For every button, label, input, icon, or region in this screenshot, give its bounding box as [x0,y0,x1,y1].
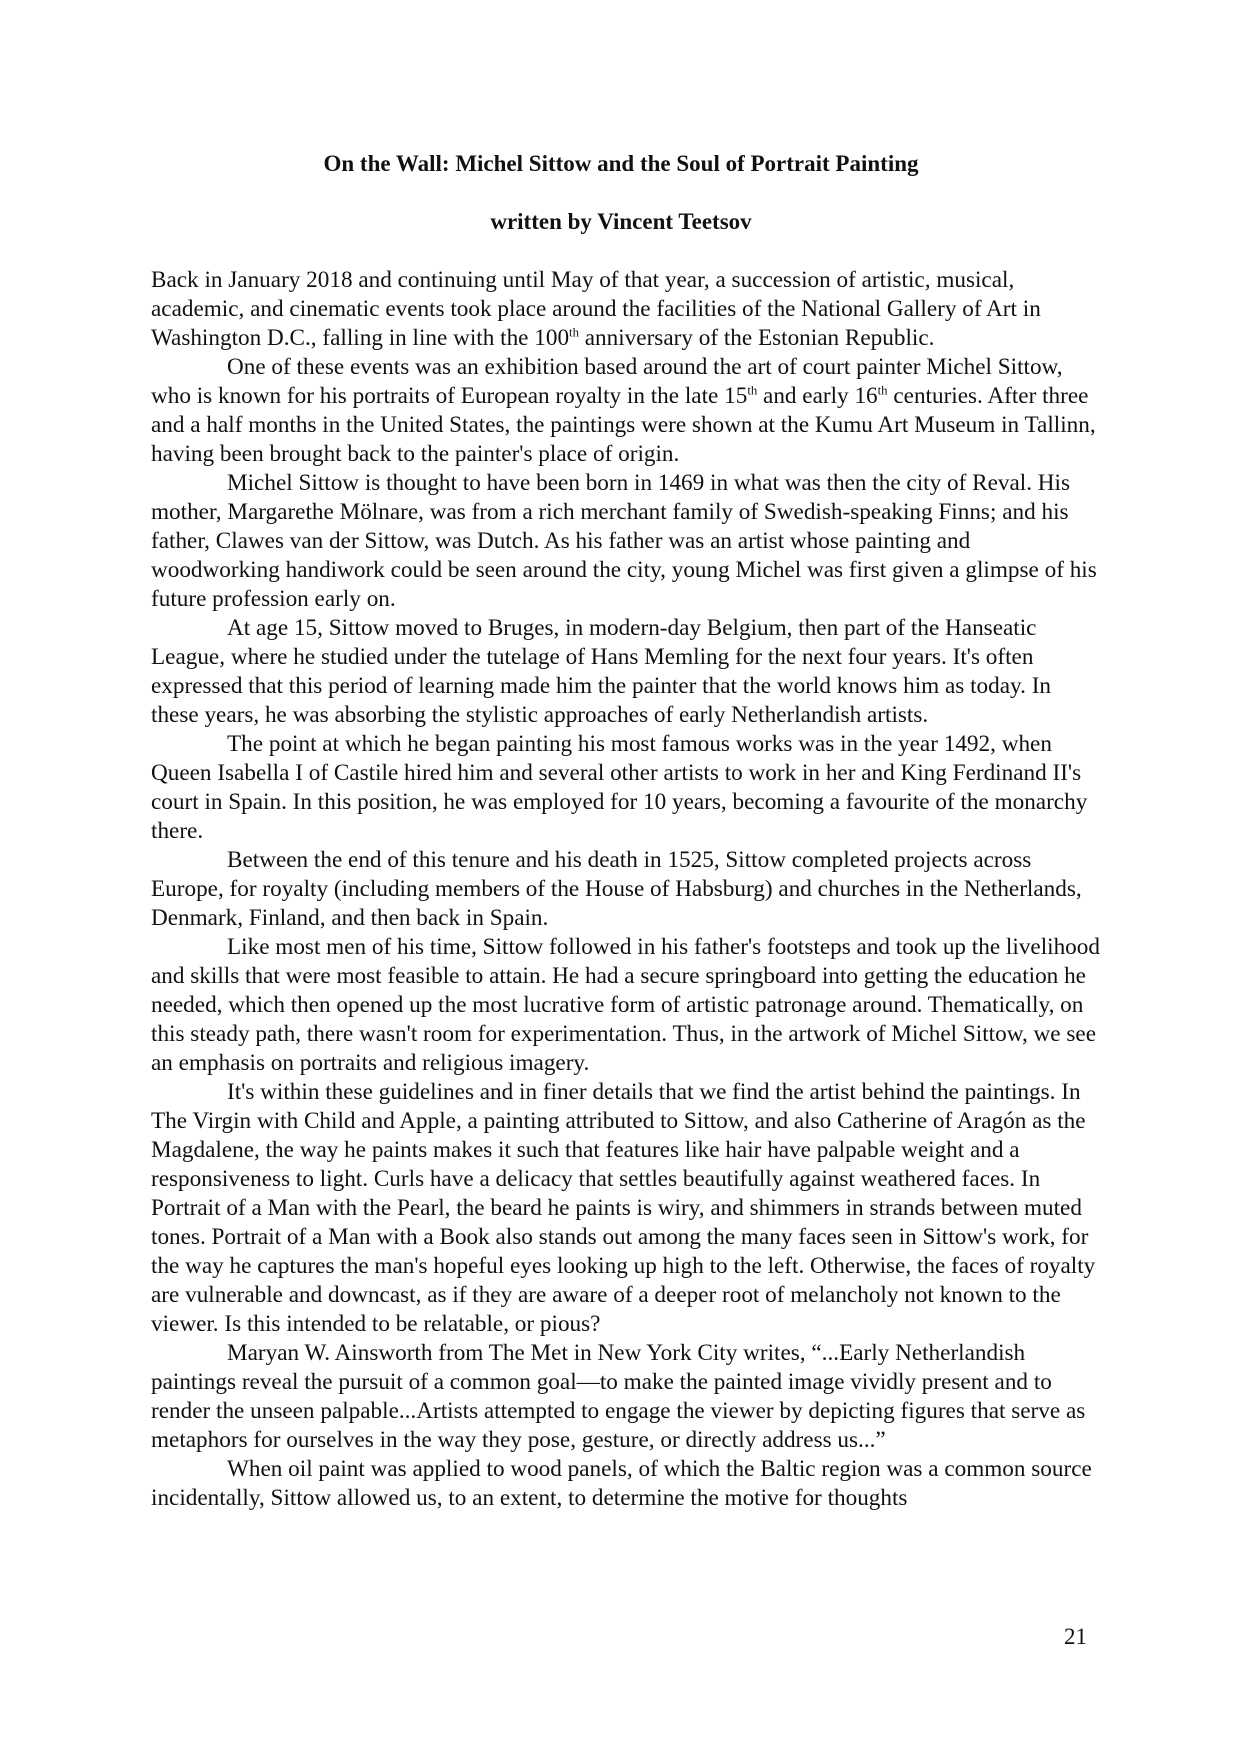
paragraph-2-text-end: centuries. After three and a half months in the United States, the paintings were shown at the Kumu Art Museum in Tallinn, having been brought back to the painter's place of origin. [151,383,1096,467]
paragraph-2 [151,353,1101,469]
paragraph-1-text: Back in January 2018 and continuing until May of that year, a succession of artistic, musical, academic, and cinematic events took place around the facilities of the National Gallery of Art in Washington D.C., falling in line with the 100 [151,267,1041,351]
paragraph-1-text-end: anniversary of the Estonian Republic. [578,325,935,351]
article-title: On the Wall: Michel Sittow and the Soul of Portrait Painting [323,151,919,176]
paragraph-2-text-mid: and early 16 [757,383,878,409]
page-number: 21 [1064,1624,1087,1649]
paragraph-2-text: One of these events was an exhibition based around the art of court painter Michel Sittow, who is known for his portraits of European royalty in the late 15 [151,354,1063,409]
paragraph-8: It's within these guidelines and in finer details that we find the artist behind the paintings. In The Virgin with Child and Apple, a painting attributed to Sittow, and also Catherine of Aragón as the Magdalene, the way he paints makes it such that features like hair have palpable weight and a responsiveness to light. Curls have a delicacy that settles beautifully against weathered faces. In Portrait of a Man with the Pearl, the beard he paints is wiry, and shimmers in strands between muted tones. Portrait of a Man with a Book also stands out among the many faces seen in Sittow's work, for the way he captures the man's hopeful eyes looking up high to the left. Otherwise, the faces of royalty are vulnerable and downcast, as if they are aware of a deeper root of melancholy not known to the viewer. Is this intended to be relatable, or pious? [151,1079,1096,1337]
ordinal-suffix: th [747,383,758,398]
paragraph-1 [151,266,1101,353]
paragraph-4: At age 15, Sittow moved to Bruges, in modern-day Belgium, then part of the Hanseatic League, where he studied under the tutelage of Hans Memling for the next four years. It's often expressed that this period of learning made him the painter that the world knows him as today. In these years, he was absorbing the stylistic approaches of early Netherlandish artists. [151,615,1052,728]
paragraph-6: Between the end of this tenure and his death in 1525, Sittow completed projects across Europe, for royalty (including members of the House of Habsburg) and churches in the Netherlands, Denmark, Finland, and then back in Spain. [151,847,1082,931]
paragraph-9: Maryan W. Ainsworth from The Met in New York City writes, “...Early Netherlandish paintings reveal the pursuit of a common goal—to make the painted image vividly present and to render the unseen palpable...Artists attempted to engage the viewer by depicting figures that serve as metaphors for ourselves in the way they pose, gesture, or directly address us...” [151,1340,1086,1453]
ordinal-suffix: th [569,325,579,340]
article-body [151,266,1101,1513]
paragraph-10: When oil paint was applied to wood panels, of which the Baltic region was a common source incidentally, Sittow allowed us, to an extent, to determine the motive for thoughts [151,1456,1092,1511]
article-byline: written by Vincent Teetsov [490,209,752,234]
paragraph-7: Like most men of his time, Sittow followed in his father's footsteps and took up the livelihood and skills that were most feasible to attain. He had a secure springboard into getting the education he needed, which then opened up the most lucrative form of artistic patronage around. Thematically, on this steady path, there wasn't room for experimentation. Thus, in the artwork of Michel Sittow, we see an emphasis on portraits and religious imagery. [151,934,1100,1076]
ordinal-suffix: th [877,383,888,398]
paragraph-5: The point at which he began painting his most famous works was in the year 1492, when Queen Isabella I of Castile hired him and several other artists to work in her and King Ferdinand II's court in Spain. In this position, he was employed for 10 years, becoming a favourite of the monarchy there. [151,731,1088,844]
paragraph-3: Michel Sittow is thought to have been born in 1469 in what was then the city of Reval. His mother, Margarethe Mölnare, was from a rich merchant family of Swedish-speaking Finns; and his father, Clawes van der Sittow, was Dutch. As his father was an artist whose painting and woodworking handiwork could be seen around the city, young Michel was first given a glimpse of his future profession early on. [151,470,1097,612]
